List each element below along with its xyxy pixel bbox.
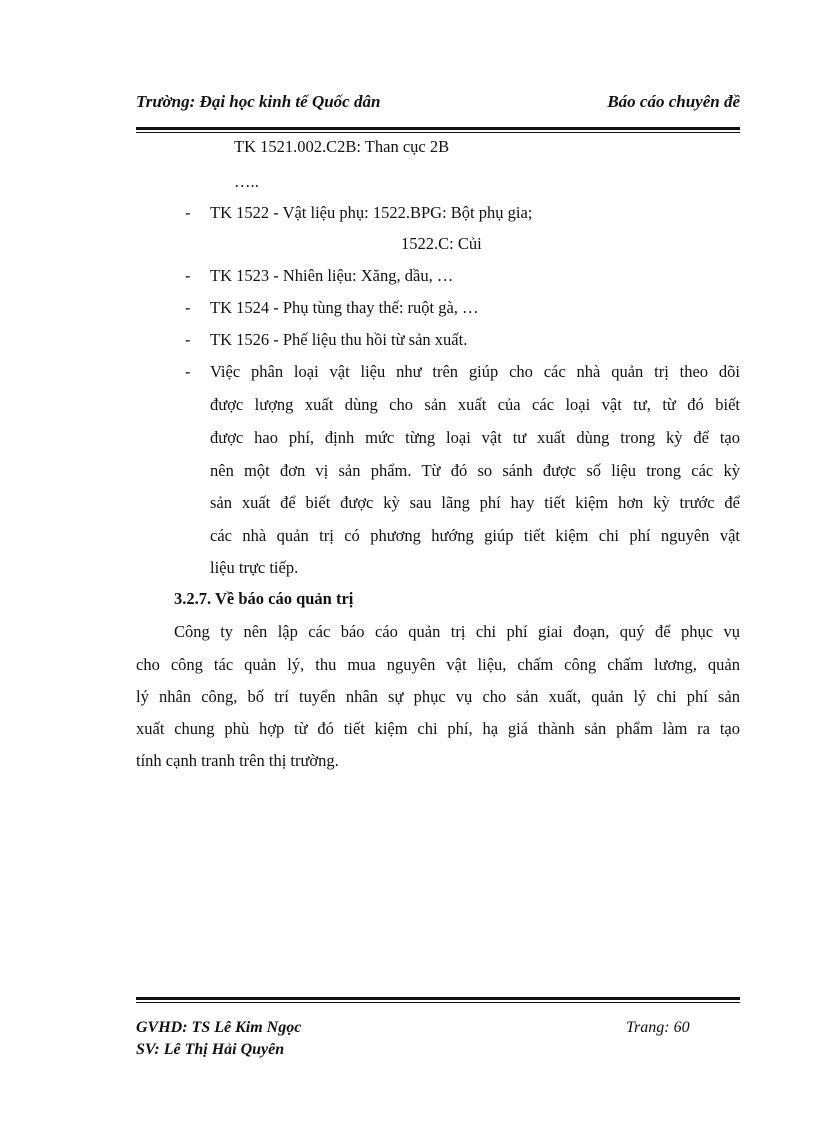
paragraph-line: Việc phân loại vật liệu như trên giúp cho các nhà quản trị theo dõi: [210, 362, 740, 381]
paragraph-line: các nhà quản trị có phương hướng giúp tiết kiệm chi phí nguyên vật: [210, 526, 740, 545]
header-school: Trường: Đại học kinh tế Quốc dân: [136, 92, 381, 111]
header-divider: [136, 127, 740, 133]
bullet-dash: -: [185, 330, 191, 349]
paragraph-line: tính cạnh tranh trên thị trường.: [136, 751, 339, 770]
list-item: TK 1524 - Phụ tùng thay thế: ruột gà, …: [210, 298, 479, 317]
bullet-dash: -: [185, 298, 191, 317]
paragraph-line: liệu trực tiếp.: [210, 558, 299, 577]
paragraph-line: được lượng xuất dùng cho sản xuất của các loại vật tư, từ đó biết: [210, 395, 740, 414]
footer-divider: [136, 997, 740, 1003]
paragraph-line: Công ty nên lập các báo cáo quản trị chi phí giai đoạn, quý để phục vụ: [174, 622, 740, 641]
paragraph-line: xuất chung phù hợp từ đó tiết kiệm chi phí, hạ giá thành sản phẩm làm ra tạo: [136, 719, 740, 738]
paragraph-line: được hao phí, định mức từng loại vật tư xuất dùng trong kỳ để tạo: [210, 428, 740, 447]
list-sub-item: 1522.C: Củi: [401, 234, 482, 253]
page-header: [136, 92, 740, 116]
paragraph-line: nên một đơn vị sản phẩm. Từ đó so sánh được số liệu trong các kỳ: [210, 461, 740, 480]
list-item: TK 1522 - Vật liệu phụ: 1522.BPG: Bột phụ gia;: [210, 203, 533, 222]
paragraph-line: sản xuất để biết được kỳ sau lãng phí hay tiết kiệm hơn kỳ trước để: [210, 493, 740, 512]
list-item: TK 1526 - Phế liệu thu hồi từ sản xuất.: [210, 330, 468, 349]
page-number: Trang: 60: [626, 1019, 690, 1036]
account-c2b-line: TK 1521.002.C2B: Than cục 2B: [234, 137, 450, 156]
ellipsis-line: …..: [234, 172, 259, 191]
section-heading: 3.2.7. Về báo cáo quản trị: [174, 589, 354, 608]
paragraph-line: lý nhân công, bố trí tuyển nhân sự phục vụ cho sản xuất, quản lý chi phí sản: [136, 687, 740, 706]
list-item: TK 1523 - Nhiên liệu: Xăng, dầu, …: [210, 266, 454, 285]
footer-student: SV: Lê Thị Hải Quyên: [136, 1041, 285, 1058]
header-report-type: Báo cáo chuyên đề: [607, 92, 740, 111]
bullet-dash: -: [185, 203, 191, 222]
bullet-dash: -: [185, 362, 191, 381]
bullet-dash: -: [185, 266, 191, 285]
paragraph-line: cho công tác quản lý, thu mua nguyên vật liệu, chấm công chấm lương, quản: [136, 655, 740, 674]
footer-supervisor: GVHD: TS Lê Kim Ngọc: [136, 1019, 302, 1036]
